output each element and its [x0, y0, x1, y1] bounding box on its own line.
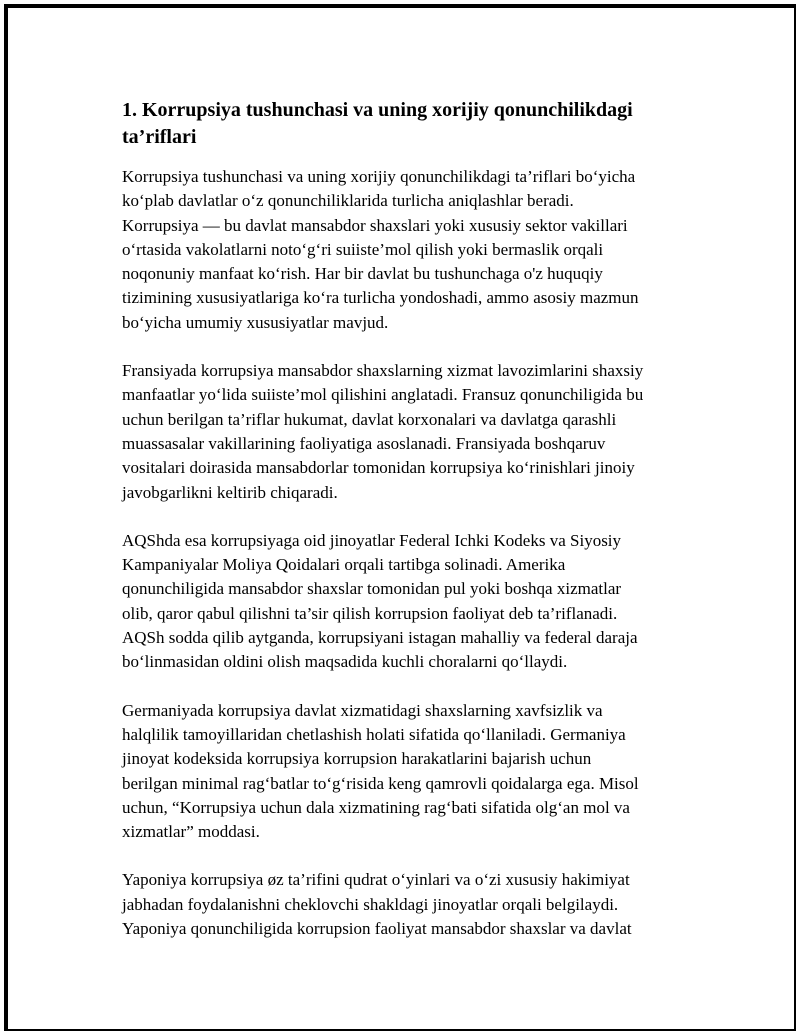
text-line: manfaatlar yo‘lida suiiste’mol qilishini anglatadi. Fransuz qonunchiligida bu: [122, 385, 644, 405]
text-line: halqlilik tamoyillaridan chetlashish holati sifatida qo‘llaniladi. Germaniya: [122, 724, 626, 744]
text-line: xizmatlar” moddasi.: [122, 822, 260, 842]
text-line: muassasalar vakillarining faoliyatiga asoslanadi. Fransiyada boshqaruv: [122, 433, 606, 453]
text-line: Kampaniyalar Moliya Qoidalari orqali tartibga solinadi. Amerika: [122, 555, 566, 575]
text-line: ko‘plab davlatlar o‘z qonunchiliklarida turlicha aniqlashlar beradi.: [122, 191, 574, 211]
page-frame: [4, 4, 796, 1031]
text-line: javobgarlikni keltirib chiqaradi.: [122, 482, 338, 502]
text-line: Germaniyada korrupsiya davlat xizmatidagi shaxslarning xavfsizlik va: [122, 700, 603, 720]
text-line: vositalari doirasida mansabdorlar tomonidan korrupsiya ko‘rinishlari jinoiy: [122, 458, 635, 478]
text-line: bo‘linmasidan oldini olish maqsadida kuchli choralarni qo‘llaydi.: [122, 652, 568, 672]
paragraph-usa: [122, 529, 692, 675]
paragraph-france: [122, 359, 692, 505]
text-line: berilgan minimal rag‘batlar to‘g‘risida keng qamrovli qoidalarga ega. Misol: [122, 773, 639, 793]
text-line: tizimining xususiyatlariga ko‘ra turlicha yondoshadi, ammo asosiy mazmun: [122, 288, 639, 308]
text-line: jinoyat kodeksida korrupsiya korrupsion harakatlarini bajarish uchun: [122, 749, 592, 769]
text-line: qonunchiligida mansabdor shaxslar tomonidan pul yoki boshqa xizmatlar: [122, 579, 622, 599]
text-line: olib, qaror qabul qilishni ta’sir qilish korrupsion faoliyat deb ta’riflanadi.: [122, 603, 618, 623]
document-title: [122, 97, 692, 151]
text-line: Yaponiya qonunchiligida korrupsion faoliyat mansabdor shaxslar va davlat: [122, 919, 632, 939]
text-line: uchun, “Korrupsiya uchun dala xizmatining rag‘bati sifatida olg‘an mol va: [122, 797, 630, 817]
paragraph-intro: [122, 165, 692, 335]
text-line: Korrupsiya — bu davlat mansabdor shaxslari yoki xususiy sektor vakillari: [122, 215, 628, 235]
text-line: AQSh sodda qilib aytganda, korrupsiyani istagan mahalliy va federal daraja: [122, 628, 638, 648]
text-line: Yaponiya korrupsiya øz ta’rifini qudrat o‘yinlari va o‘zi xususiy hakimiyat: [122, 870, 630, 890]
paragraph-germany: [122, 699, 692, 845]
text-line: jabhadan foydalanishni cheklovchi shakldagi jinoyatlar orqali belgilaydi.: [122, 894, 619, 914]
text-line: noqonuniy manfaat ko‘rish. Har bir davlat bu tushunchaga o'z huquqiy: [122, 264, 603, 284]
text-line: bo‘yicha umumiy xususiyatlar mavjud.: [122, 312, 389, 332]
text-line: Korrupsiya tushunchasi va uning xorijiy qonunchilikdagi ta’riflari bo‘yicha: [122, 167, 636, 186]
text-line: uchun berilgan ta’riflar hukumat, davlat korxonalari va davlatga qarashli: [122, 409, 617, 429]
text-line: AQShda esa korrupsiyaga oid jinoyatlar Federal Ichki Kodeks va Siyosiy: [122, 530, 622, 550]
document-body: [122, 97, 692, 965]
title-line: ta’riflari: [122, 126, 197, 148]
paragraph-japan: [122, 868, 692, 941]
text-line: Fransiyada korrupsiya mansabdor shaxslarning xizmat lavozimlarini shaxsiy: [122, 361, 644, 381]
title-line: 1. Korrupsiya tushunchasi va uning xorijiy qonunchilikdagi: [122, 99, 633, 121]
text-line: o‘rtasida vakolatlarni noto‘g‘ri suiiste’mol qilish yoki bermaslik orqali: [122, 239, 604, 259]
